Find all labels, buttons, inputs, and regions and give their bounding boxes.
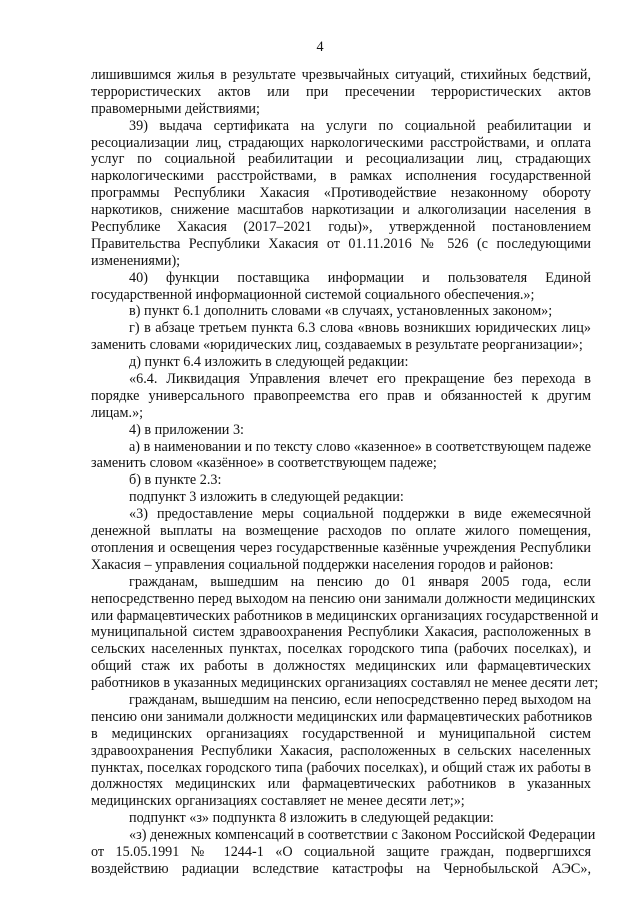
- text-line: «6.4. Ликвидация Управления влечет его прекращение без перехода в: [129, 371, 591, 388]
- text-line: г) в абзаце третьем пункта 6.3 слова «вновь возникших юридических лиц»: [129, 320, 591, 337]
- text-line: гражданам, вышедшим на пенсию, если непосредственно перед выходом на: [129, 691, 591, 708]
- text-line: а) в наименовании и по тексту слово «казенное» в соответствующем падеже: [129, 438, 591, 455]
- text-line: д) пункт 6.4 изложить в следующей редакции:: [129, 354, 409, 371]
- text-line: воздействию радиации вследствие катастрофы на Чернобыльской АЭС»,: [91, 860, 591, 877]
- text-line: или фармацевтических работников в медицинских организациях государственной и: [91, 607, 599, 624]
- text-line: лишившимся жилья в результате чрезвычайных ситуаций, стихийных бедствий,: [91, 67, 591, 83]
- text-line: 4) в приложении 3:: [129, 421, 244, 438]
- text-line: Республике Хакасия (2017–2021 годы)», утвержденной постановлением: [91, 219, 591, 236]
- text-line: 39) выдача сертификата на услуги по социальной реабилитации и: [129, 117, 591, 134]
- text-line: медицинских организациях составляет не менее десяти лет;»;: [91, 793, 465, 810]
- text-line: правомерными действиями;: [91, 100, 260, 117]
- text-line: Хакасия – управления социальной поддержки населения городов и районов:: [91, 556, 554, 573]
- text-line: государственной информационной системой социального обеспечения.»;: [91, 286, 535, 303]
- text-line: порядке универсального правопреемства его прав и обязанностей к другим: [91, 387, 591, 404]
- text-line: изменениями);: [91, 252, 181, 269]
- text-line: общий стаж их работы в должностях медицинских или фармацевтических: [91, 658, 591, 675]
- text-line: лицам.»;: [91, 404, 144, 421]
- text-line: подпункт 3 изложить в следующей редакции:: [129, 489, 404, 506]
- text-line: непосредственно перед выходом на пенсию они занимали должности медицинских: [91, 590, 596, 607]
- text-line: ресоциализации лиц, страдающих наркологическими расстройствами, и оплата: [91, 134, 591, 151]
- text-line: Правительства Республики Хакасия от 01.11.2016 № 526 (с последующими: [91, 235, 591, 252]
- text-line: террористических актов или при пресечении террористических актов: [91, 83, 591, 100]
- text-line: наркологическими расстройствами, в рамках исполнения государственной: [91, 168, 591, 185]
- text-line: денежной выплаты на возмещение расходов по оплате жилого помещения,: [91, 523, 591, 540]
- text-line: пунктах, поселках городского типа (рабочих поселках), и общий стаж их работы в: [91, 759, 591, 776]
- text-line: «з) денежных компенсаций в соответствии с Законом Российской Федерации: [129, 827, 596, 844]
- text-line: муниципальной систем здравоохранения Республики Хакасия, расположенных в: [91, 624, 591, 641]
- document-body: [91, 67, 599, 878]
- text-line: здравоохранения Республики Хакасия, расположенных в сельских населенных: [91, 742, 591, 759]
- text-line: услуг по социальной реабилитации и ресоциализации лиц, страдающих: [91, 151, 591, 168]
- text-line: в) пункт 6.1 дополнить словами «в случаях, установленных законом»;: [129, 303, 553, 320]
- text-line: в медицинских организациях государственной и муниципальной систем: [91, 725, 591, 742]
- text-line: сельских населенных пунктах, поселках городского типа (рабочих поселках), и: [91, 641, 591, 658]
- text-line: заменить словом «казённое» в соответствующем падеже;: [91, 455, 437, 472]
- text-line: б) в пункте 2.3:: [129, 472, 222, 489]
- text-line: заменить словами «юридических лиц, создаваемых в результате реорганизации»;: [91, 337, 583, 354]
- text-line: наркотиков, снижение масштабов наркотизации и алкоголизации населения в: [91, 202, 591, 219]
- text-line: 40) функции поставщика информации и пользователя Единой: [129, 269, 591, 286]
- text-line: пенсию они занимали должности медицинских или фармацевтических работников: [91, 708, 593, 725]
- text-line: работников в указанных медицинских организациях составлял не менее десяти лет;: [91, 675, 599, 692]
- text-line: отопления и освещения через государственные казённые учреждения Республики: [91, 539, 591, 556]
- text-line: от 15.05.1991 № 1244-1 «О социальной защите граждан, подвергшихся: [91, 843, 591, 860]
- text-line: должностях медицинских или фармацевтических работников в указанных: [91, 776, 591, 793]
- text-line: «3) предоставление меры социальной поддержки в виде ежемесячной: [129, 506, 591, 523]
- page-number: 4: [316, 39, 324, 55]
- text-line: гражданам, вышедшим на пенсию до 01 января 2005 года, если: [129, 573, 591, 590]
- text-line: подпункт «з» подпункта 8 изложить в следующей редакции:: [129, 810, 494, 827]
- text-line: программы Республики Хакасия «Противодействие незаконному обороту: [91, 185, 591, 202]
